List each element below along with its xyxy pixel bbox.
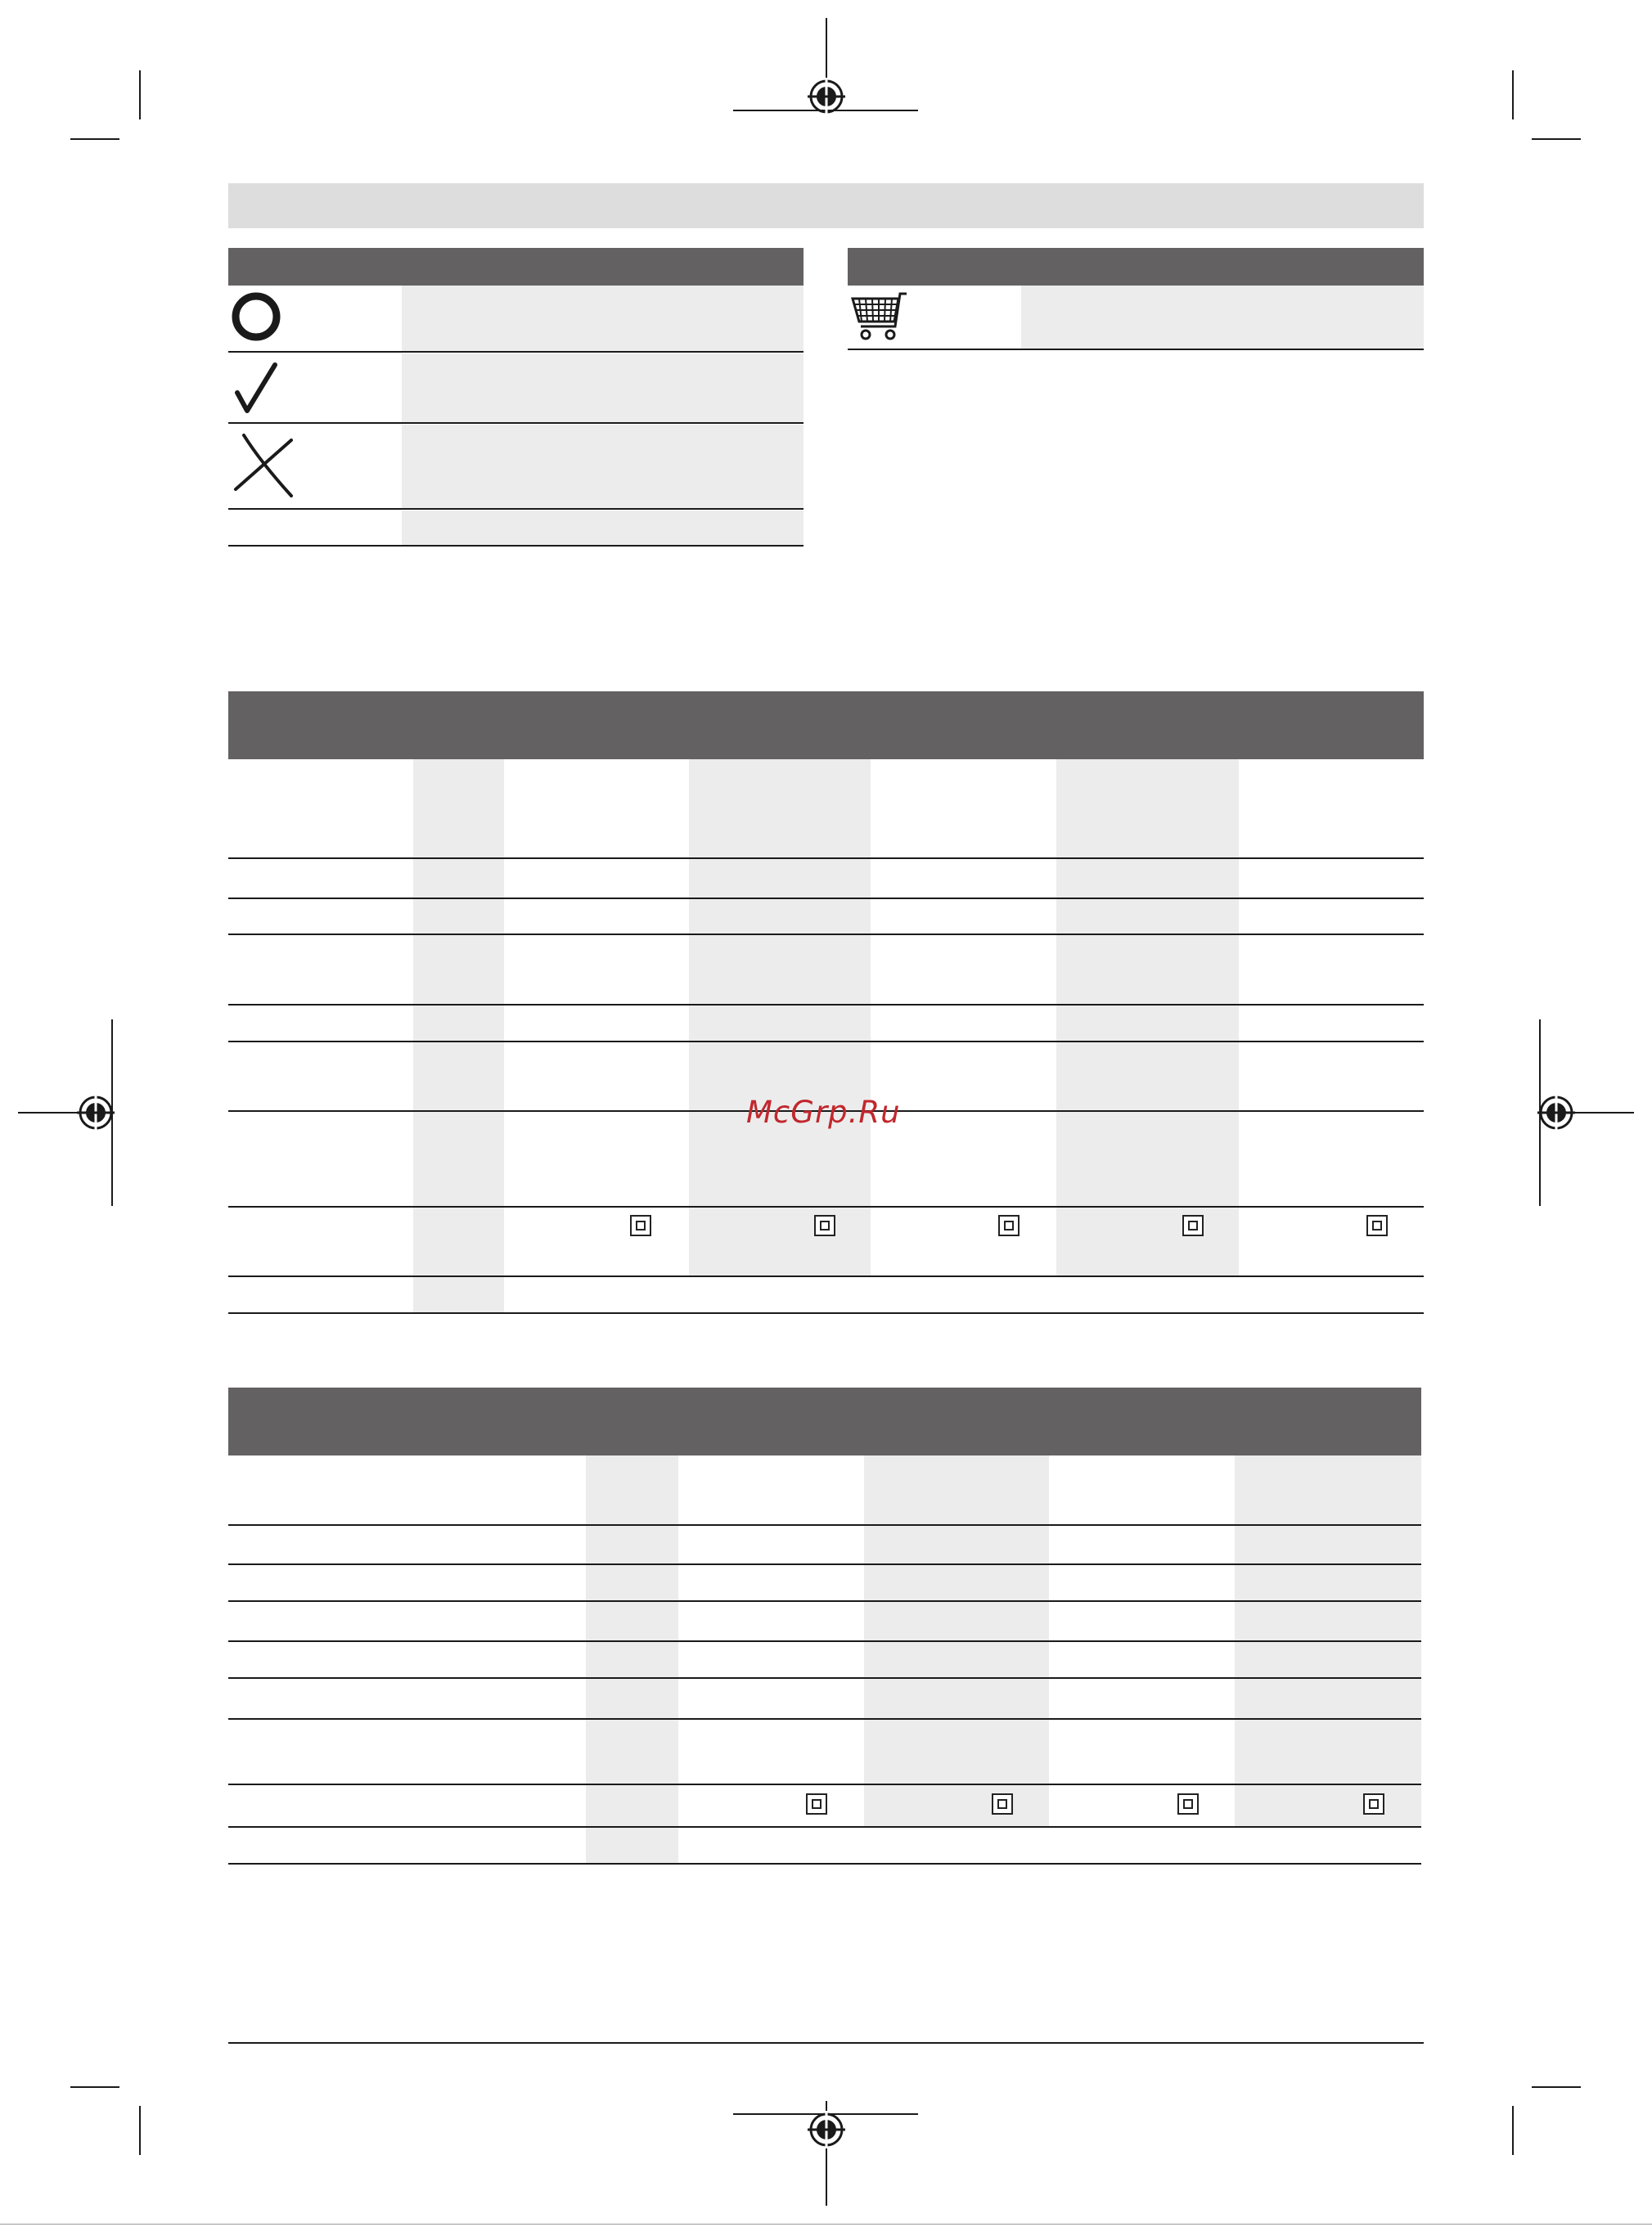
row-divider [228, 508, 803, 510]
row-divider [228, 1206, 1424, 1208]
row-divider [228, 1004, 1424, 1006]
footer-rule [228, 2042, 1424, 2044]
protection-class-checkbox [1177, 1793, 1199, 1815]
row-divider [228, 1275, 1424, 1277]
row-divider [228, 1640, 1421, 1642]
shopping-table-header [848, 248, 1424, 286]
protection-class-checkbox [630, 1215, 651, 1236]
page-header-band [228, 183, 1424, 228]
row-divider [228, 1524, 1421, 1526]
legend-row-description [402, 353, 803, 422]
protection-class-checkbox [1182, 1215, 1204, 1236]
crop-mark-line [1532, 138, 1581, 140]
page-edge [0, 2224, 1652, 2225]
row-divider [228, 934, 1424, 935]
row-divider [228, 1041, 1424, 1042]
model-column [689, 759, 871, 1275]
legend-row-description [402, 511, 803, 545]
crop-mark-line [1532, 2086, 1581, 2088]
cross-icon [232, 432, 298, 499]
protection-class-checkbox [814, 1215, 835, 1236]
row-divider [228, 1718, 1421, 1720]
registration-mark-icon [808, 2111, 845, 2148]
crop-mark-line [139, 70, 141, 119]
row-divider [228, 1312, 1424, 1314]
model-column [1056, 759, 1239, 1275]
protection-class-checkbox [1363, 1793, 1384, 1815]
shopping-cart-icon [849, 290, 910, 343]
row-divider [228, 545, 803, 547]
crop-mark-line [1512, 2106, 1514, 2155]
row-divider [228, 1563, 1421, 1565]
row-divider [228, 1677, 1421, 1679]
registration-mark-icon [808, 78, 845, 115]
crop-mark-line [70, 2086, 119, 2088]
legend-row-description [402, 286, 803, 351]
crop-mark-line [70, 138, 119, 140]
protection-class-checkbox [1366, 1215, 1388, 1236]
circle-icon [230, 290, 282, 343]
crop-mark-line [139, 2106, 141, 2155]
row-divider [848, 349, 1424, 350]
crop-mark-line [1512, 70, 1514, 119]
protection-class-checkbox [998, 1215, 1020, 1236]
legend-table-header [228, 248, 803, 286]
row-divider [228, 422, 803, 424]
registration-mark-icon [77, 1094, 115, 1131]
row-divider [228, 898, 1424, 899]
watermark: McGrp.Ru [746, 1095, 901, 1130]
unit-column [413, 759, 504, 1312]
row-divider [228, 1600, 1421, 1602]
shopping-row-description [1021, 286, 1424, 349]
unit-column [586, 1455, 678, 1865]
row-divider [228, 1826, 1421, 1828]
row-divider [228, 857, 1424, 859]
registration-mark-icon [1537, 1094, 1575, 1131]
checkmark-icon [232, 360, 281, 416]
legend-row-description [402, 425, 803, 508]
spec-table-2-header [228, 1388, 1421, 1455]
row-divider [228, 1863, 1421, 1865]
protection-class-checkbox [806, 1793, 827, 1815]
spec-table-1-header [228, 691, 1424, 759]
row-divider [228, 1784, 1421, 1785]
protection-class-checkbox [992, 1793, 1013, 1815]
row-divider [228, 351, 803, 353]
